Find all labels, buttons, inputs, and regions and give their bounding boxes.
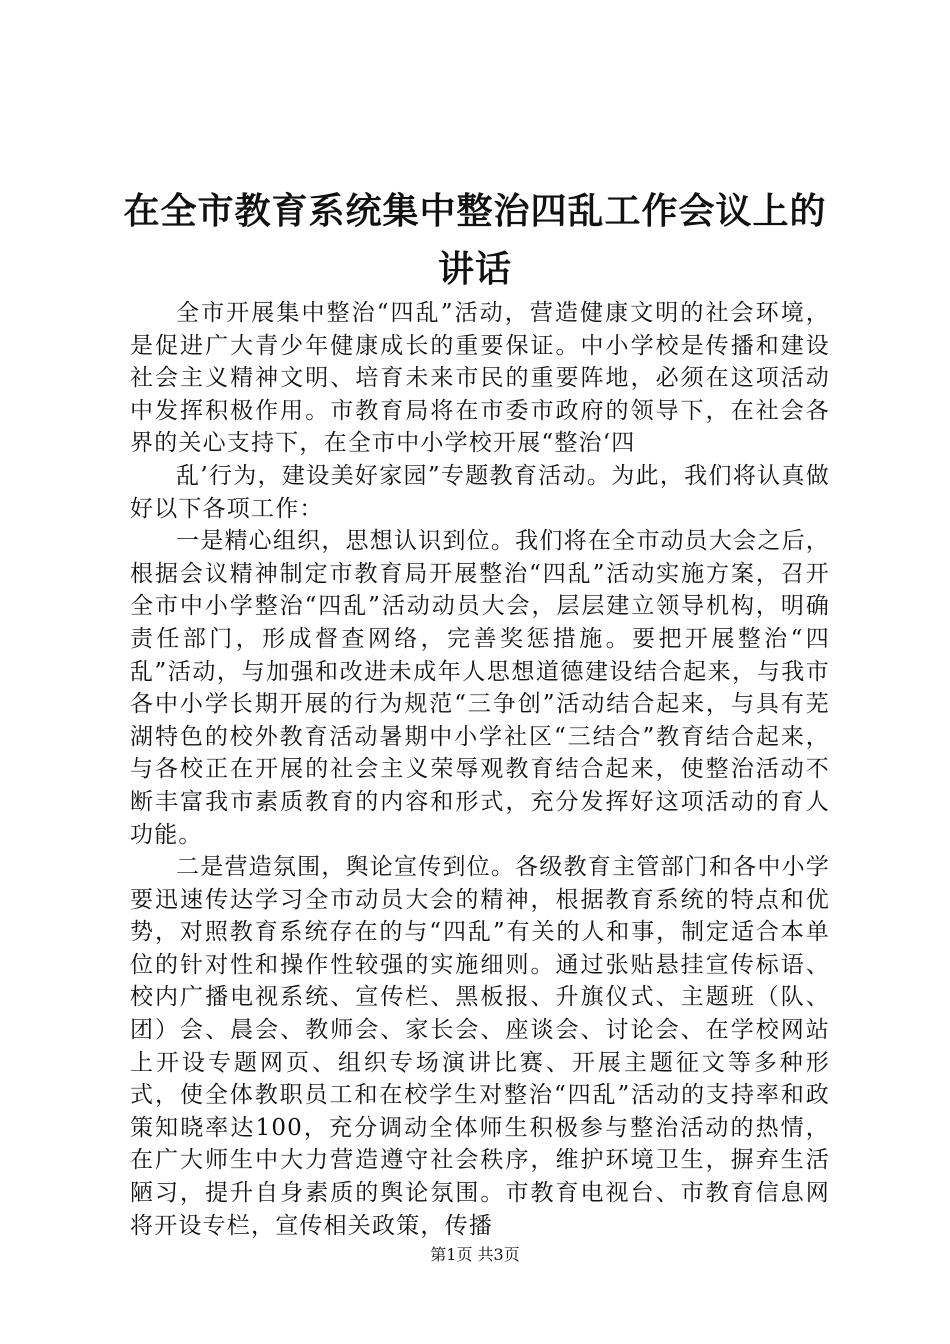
page-number-footer: 第1页 共3页 [430, 1245, 520, 1264]
paragraph-intro: 全市开展集中整治“四乱”活动，营造健康文明的社会环境，是促进广大青少年健康成长的重要保证。中小学校是传播和建设社会主义精神文明、培育未来市民的重要阵地，必须在这项活动中发挥积极作用。市教育局将在市委市政府的领导下，在社会各界的关心支持下，在全市中小学校开展“整治‘四 [130, 300, 830, 457]
paragraph-organization: 一是精心组织，思想认识到位。我们将在全市动员大会之后，根据会议精神制定市教育局开展整治“四乱”活动实施方案，召开全市中小学整治“四乱”活动动员大会，层层建立领导机构，明确责任部门，形成督查网络，完善奖惩措施。要把开展整治“四乱”活动，与加强和改进未成年人思想道德建设结合起来，与我市各中小学长期开展的行为规范“三争创”活动结合起来，与具有芜湖特色的校外教育活动暑期中小学社区“三结合”教育结合起来，与各校正在开展的社会主义荣辱观教育结合起来，使整治活动不断丰富我市素质教育的内容和形式，充分发挥好这项活动的育人功能。 [130, 528, 830, 848]
document-title: 在全市教育系统集中整治四乱工作会议上的讲话 [123, 191, 827, 290]
document-body [130, 297, 830, 1242]
paragraph-intro-continued: 乱’行为，建设美好家园”专题教育活动。为此，我们将认真做好以下各项工作： [130, 462, 830, 522]
paragraph-publicity: 二是营造氛围，舆论宣传到位。各级教育主管部门和各中小学要迅速传达学习全市动员大会的精神，根据教育系统的特点和优势，对照教育系统存在的与“四乱”有关的人和事，制定适合本单位的针对性和操作性较强的实施细则。通过张贴悬挂宣传标语、校内广播电视系统、宣传栏、黑板报、升旗仪式、主题班（队、团）会、晨会、教师会、家长会、座谈会、讨论会、在学校网站上开设专题网页、组织专场演讲比赛、开展主题征文等多种形式，使全体教职员工和在校学生对整治“四乱”活动的支持率和政策知晓率达100，充分调动全体师生积极参与整治活动的热情，在广大师生中大力营造遵守社会秩序，维护环境卫生，摒弃生活陋习，提升自身素质的舆论氛围。市教育电视台、市教育信息网将开设专栏，宣传相关政策，传播 [130, 854, 830, 1239]
